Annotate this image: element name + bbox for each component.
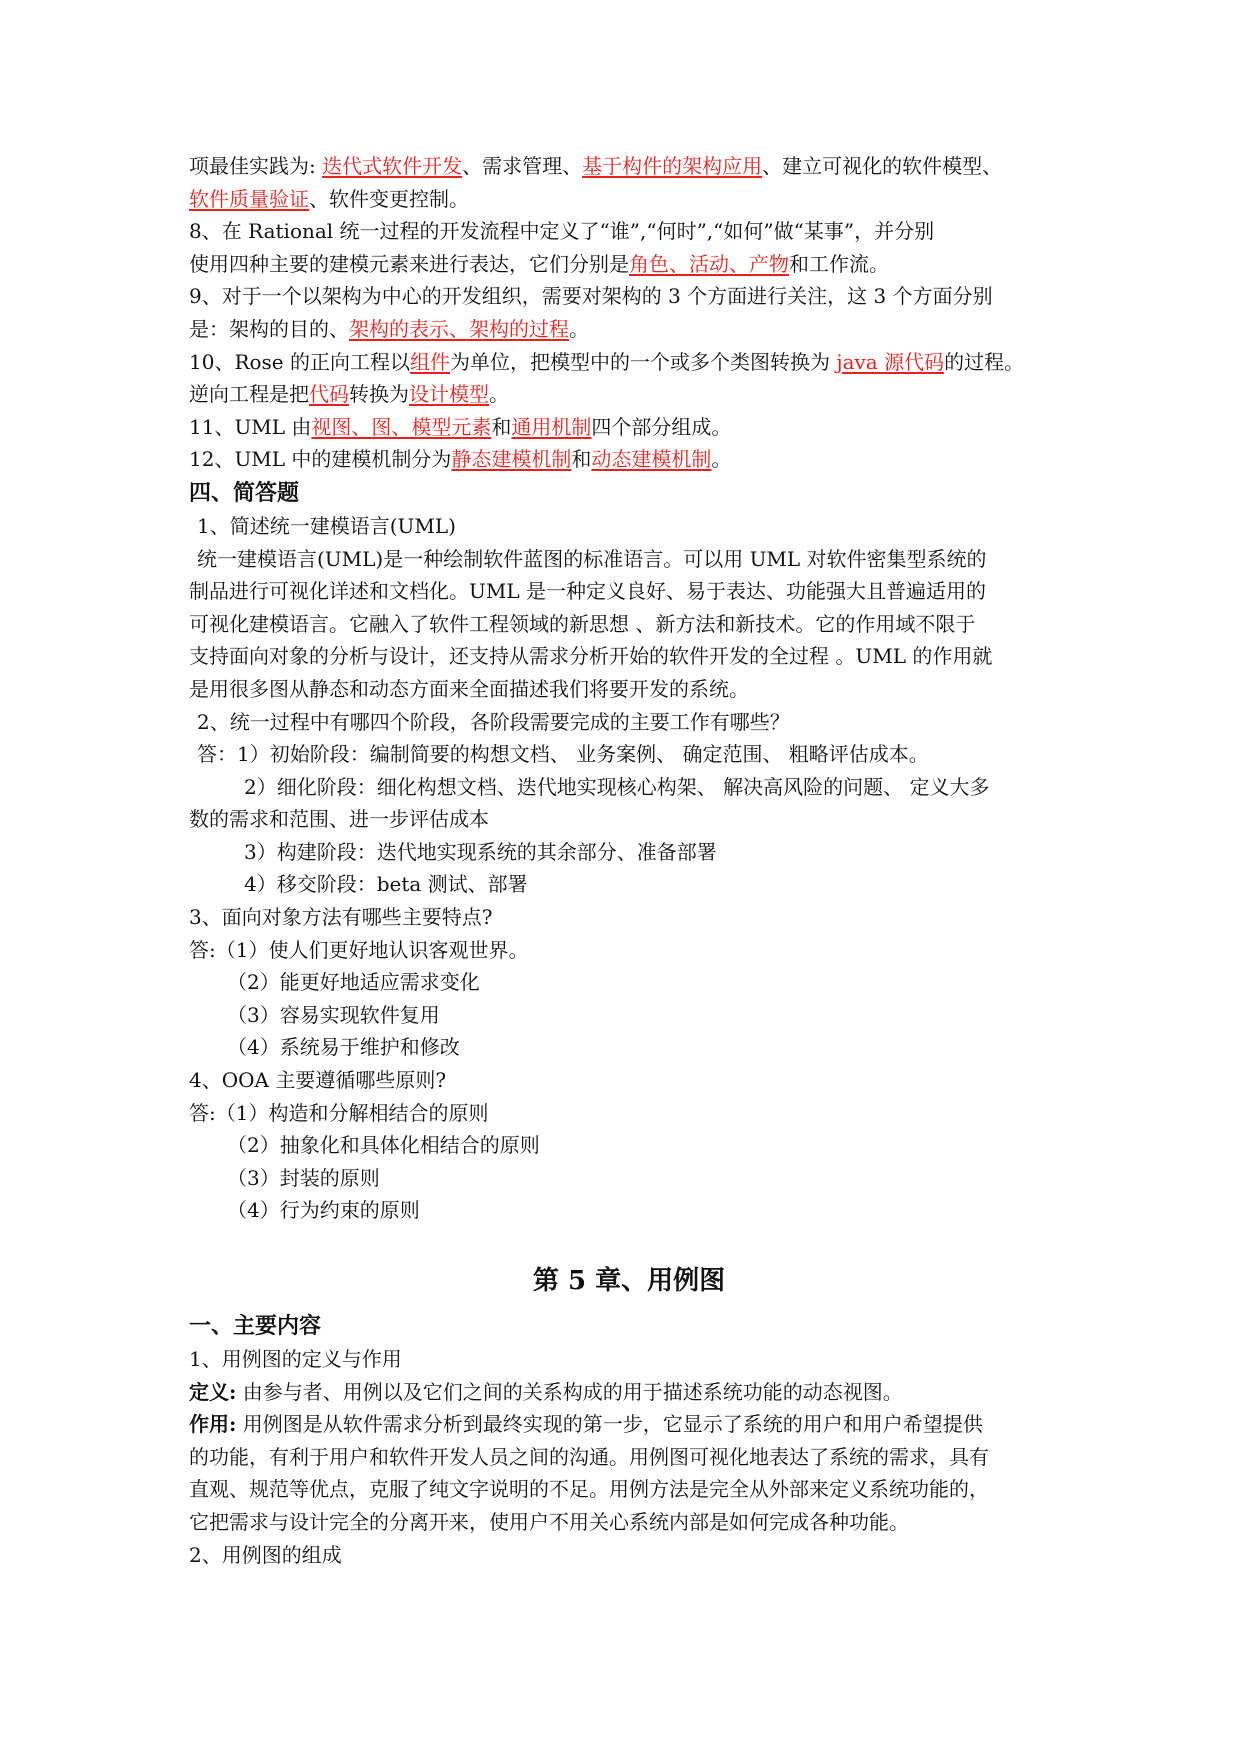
text-line <box>189 966 1069 999</box>
text-line <box>189 868 1069 901</box>
bold-label: 作用: <box>189 1412 237 1437</box>
text-line <box>189 1031 1069 1064</box>
text-segment: （2）抽象化和具体化相结合的原则 <box>227 1133 540 1158</box>
text-line <box>189 1343 1069 1376</box>
text-segment: 1、简述统一建模语言(UML) <box>197 513 456 538</box>
highlighted-answer: 架构的表示、架构的过程 <box>349 316 569 341</box>
text-segment: 答:（1）构造和分解相结合的原则 <box>189 1100 489 1125</box>
text-segment: 一、主要内容 <box>189 1313 322 1339</box>
highlighted-answer: java 源代码 <box>836 349 945 374</box>
bold-label: 定义: <box>189 1379 237 1404</box>
text-line <box>189 443 1069 476</box>
text-segment: 和工作流。 <box>789 251 889 276</box>
text-segment: 10、Rose 的正向工程以 <box>189 349 411 374</box>
text-segment: 。 <box>489 382 509 407</box>
text-segment: 统一建模语言(UML)是一种绘制软件蓝图的标准语言。可以用 UML 对软件密集型系统的 <box>197 546 987 571</box>
text-line <box>189 1473 1069 1506</box>
text-segment: 逆向工程是把 <box>189 382 309 407</box>
text-segment: 是用很多图从静态和动态方面来全面描述我们将要开发的系统。 <box>189 676 749 701</box>
text-line <box>189 1506 1069 1539</box>
highlighted-answer: 静态建模机制 <box>451 447 572 472</box>
text-segment: 和 <box>491 414 512 439</box>
text-line <box>189 934 1069 967</box>
text-line <box>189 313 1069 346</box>
text-line <box>189 510 1069 543</box>
text-segment: 、需求管理、 <box>462 154 583 178</box>
text-segment: 、建立可视化的软件模型、 <box>762 154 1003 178</box>
section-heading <box>189 476 1069 510</box>
text-segment: 。 <box>711 447 732 472</box>
text-line <box>189 543 1069 576</box>
text-line <box>189 771 1069 804</box>
text-line <box>189 1064 1069 1097</box>
text-segment: 2、统一过程中有哪四个阶段，各阶段需要完成的主要工作有哪些？ <box>197 709 790 734</box>
text-line <box>189 1162 1069 1195</box>
text-line <box>189 803 1069 836</box>
text-segment: 直观、规范等优点，克服了纯文字说明的不足。用例方法是完全从外部来定义系统功能的， <box>189 1477 989 1502</box>
text-segment: 四个部分组成。 <box>591 414 732 439</box>
text-segment: 项最佳实践为: <box>189 154 323 178</box>
text-segment: （4）行为约束的原则 <box>227 1198 420 1223</box>
text-segment: 3、面向对象方法有哪些主要特点? <box>189 905 493 930</box>
highlighted-answer: 代码 <box>309 382 349 407</box>
text-segment: 4）移交阶段：beta 测试、部署 <box>244 872 528 897</box>
text-line <box>189 575 1069 608</box>
text-line <box>189 378 1069 411</box>
text-segment: 是：架构的目的、 <box>189 316 349 341</box>
text-segment: 的过程。 <box>944 349 1025 374</box>
text-segment: 四、简答题 <box>189 479 300 506</box>
text-segment: 可视化建模语言。它融入了软件工程领域的新思想 、新方法和新技术。它的作用域不限于 <box>189 611 976 636</box>
highlighted-answer: 动态建模机制 <box>591 447 712 472</box>
text-segment: 12、UML 中的建模机制分为 <box>189 447 452 472</box>
text-segment: 用例图是从软件需求分析到最终实现的第一步，它显示了系统的用户和用户希望提供 <box>236 1412 983 1437</box>
text-segment: 使用四种主要的建模元素来进行表达，它们分别是 <box>189 251 629 276</box>
text-segment: （4）系统易于维护和修改 <box>227 1035 460 1060</box>
text-line <box>189 608 1069 641</box>
text-segment: （2）能更好地适应需求变化 <box>227 970 480 995</box>
text-segment: 4、OOA 主要遵循哪些原则? <box>189 1068 447 1093</box>
text-segment: 9、对于一个以架构为中心的开发组织，需要对架构的 3 个方面进行关注，这 3 个方面分别 <box>189 284 993 309</box>
text-segment: 制品进行可视化详述和文档化。UML 是一种定义良好、易于表达、功能强大且普遍适用的 <box>189 579 986 604</box>
text-segment: 为单位，把模型中的一个或多个类图转换为 <box>450 349 837 374</box>
text-line <box>189 836 1069 869</box>
text-segment: 转换为 <box>349 382 409 407</box>
text-segment: 答：1）初始阶段：编制简要的构想文档、 业务案例、 确定范围、 粗略评估成本。 <box>197 742 929 767</box>
text-line <box>189 248 1069 281</box>
text-line <box>189 280 1069 313</box>
document-body <box>189 150 1069 1571</box>
text-line <box>189 1539 1069 1572</box>
text-segment: 1、用例图的定义与作用 <box>189 1347 402 1371</box>
text-line <box>189 150 1069 183</box>
text-segment: （3）容易实现软件复用 <box>227 1002 440 1027</box>
text-segment: 答:（1）使人们更好地认识客观世界。 <box>189 937 529 962</box>
text-segment: 第 5 章、用例图 <box>532 1266 726 1296</box>
text-segment: 、软件变更控制。 <box>309 186 469 211</box>
text-segment: （3）封装的原则 <box>227 1165 380 1190</box>
text-line <box>189 1194 1069 1227</box>
text-line <box>189 183 1069 216</box>
text-segment: 它把需求与设计完全的分离开来，使用户不用关心系统内部是如何完成各种功能。 <box>189 1509 909 1534</box>
section-heading <box>189 1309 1069 1343</box>
highlighted-answer: 视图、图、模型元素 <box>311 414 492 439</box>
text-segment: 8、在 Rational 统一过程的开发流程中定义了“谁”,“何时”,“如何”做“某事”，并分别 <box>189 219 935 244</box>
text-segment: 3）构建阶段：迭代地实现系统的其余部分、准备部署 <box>244 839 717 864</box>
text-line <box>189 1097 1069 1130</box>
text-segment: 11、UML 由 <box>189 414 312 439</box>
text-line <box>189 673 1069 706</box>
text-line <box>189 411 1069 444</box>
highlighted-answer: 角色、活动、产物 <box>629 251 789 276</box>
highlighted-answer: 组件 <box>410 349 451 374</box>
text-line <box>189 1441 1069 1474</box>
text-segment: 和 <box>571 447 592 472</box>
highlighted-answer: 软件质量验证 <box>189 186 309 211</box>
text-line <box>189 346 1069 379</box>
text-line <box>189 1408 1069 1441</box>
text-segment: 支持面向对象的分析与设计，还支持从需求分析开始的软件开发的全过程 。UML 的作用就 <box>189 644 993 669</box>
text-segment: 由参与者、用例以及它们之间的关系构成的用于描述系统功能的动态视图。 <box>236 1379 903 1404</box>
text-line <box>189 999 1069 1032</box>
text-line <box>189 215 1069 248</box>
highlighted-answer: 设计模型 <box>409 382 489 407</box>
text-line <box>189 706 1069 739</box>
text-segment: 数的需求和范围、进一步评估成本 <box>189 807 489 832</box>
text-line <box>189 738 1069 771</box>
text-line <box>189 640 1069 673</box>
text-line <box>189 1376 1069 1409</box>
text-segment: 。 <box>569 316 589 341</box>
text-segment: 2）细化阶段：细化构想文档、迭代地实现核心构架、 解决高风险的问题、 定义大多 <box>244 774 990 799</box>
text-line <box>189 1129 1069 1162</box>
text-segment: 2、用例图的组成 <box>189 1542 342 1567</box>
chapter-title <box>189 1261 1069 1301</box>
text-line <box>189 901 1069 934</box>
highlighted-answer: 基于构件的架构应用 <box>582 154 763 178</box>
highlighted-answer: 迭代式软件开发 <box>322 154 463 178</box>
highlighted-answer: 通用机制 <box>511 414 592 439</box>
text-segment: 的功能，有利于用户和软件开发人员之间的沟通。用例图可视化地表达了系统的需求，具有 <box>189 1444 989 1469</box>
